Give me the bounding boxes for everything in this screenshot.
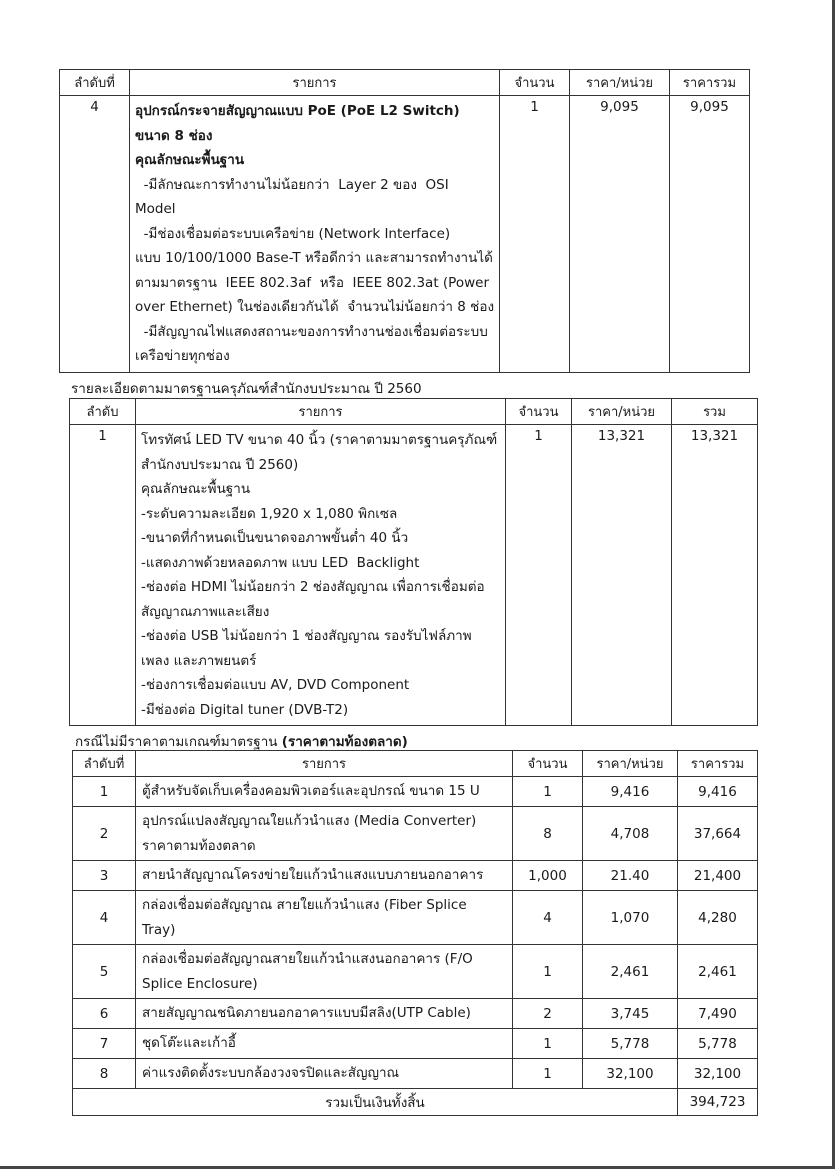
table-market-price [72,750,758,1116]
row-item: ค่าแรงติดตั้งระบบกล้องวงจรปิดและสัญญาณ [136,1059,513,1089]
row-total: 37,664 [678,807,758,861]
row-item: ชุดโต๊ะและเก้าอี้ [136,1029,513,1059]
table-header-row [70,399,758,425]
spec-line: เครือข่ายทุกช่อง [135,348,230,364]
row-unit-price: 21.40 [583,861,678,891]
row-item-line: Splice Enclosure) [142,975,258,992]
row-item [136,945,513,999]
row-unit-price: 2,461 [583,945,678,999]
table-tv [69,398,758,726]
item-title-cont: สำนักงบประมาณ ปี 2560) [141,456,299,473]
col-header-no: ลำดับ [70,399,136,425]
row-total: 7,490 [678,999,758,1029]
row-no: 1 [70,425,136,726]
row-item-line: ราคาตามท้องตลาด [142,837,256,854]
row-no: 5 [73,945,136,999]
spec-line: -ขนาดที่กำหนดเป็นขนาดจอภาพขั้นต่ำ 40 นิ้ว [141,530,409,546]
col-header-qty: จำนวน [500,70,570,96]
row-total: 9,416 [678,777,758,807]
grand-total-label: รวมเป็นเงินทั้งสิ้น [73,1089,678,1116]
row-qty: 1 [513,1029,583,1059]
col-header-no: ลำดับที่ [73,751,136,777]
standard-spec-caption: รายละเอียดตามมาตรฐานครุภัณฑ์สำนักงบประมาณ ปี 2560 [71,381,422,397]
spec-line: แบบ 10/100/1000 Base-T หรือดีกว่า และสามารถทำงานได้ [135,250,493,266]
row-total: 13,321 [672,425,758,726]
table-row [73,1029,758,1059]
col-header-total: ราคารวม [670,70,750,96]
row-no: 3 [73,861,136,891]
item-title: โทรทัศน์ LED TV ขนาด 40 นิ้ว (ราคาตามมาตรฐานครุภัณฑ์ [141,432,498,448]
row-unit-price: 13,321 [572,425,672,726]
table-header-row [73,751,758,777]
row-unit-price: 4,708 [583,807,678,861]
row-unit-price: 1,070 [583,891,678,945]
row-qty: 1 [513,1059,583,1089]
row-unit-price: 5,778 [583,1029,678,1059]
row-item-description [130,96,500,373]
market-price-caption [75,730,408,752]
spec-line: ตามมาตรฐาน IEEE 802.3af หรือ IEEE 802.3at (Power [135,274,489,291]
spec-line: -มีช่องเชื่อมต่อระบบเครือข่าย (Network Interface) [135,225,451,242]
row-qty: 8 [513,807,583,861]
row-total: 4,280 [678,891,758,945]
row-item-description [136,425,506,726]
market-price-caption-bold: (ราคาตามท้องตลาด) [281,734,408,750]
spec-line: -ระดับความละเอียด 1,920 x 1,080 พิกเซล [141,505,398,522]
spec-line: เพลง และภาพยนตร์ [141,652,257,669]
table-row [73,891,758,945]
row-no: 7 [73,1029,136,1059]
spec-line: over Ethernet) ในช่องเดียวกันได้ จำนวนไม่น้อยกว่า 8 ช่อง [135,299,495,315]
row-item [136,807,513,861]
row-qty: 1 [500,96,570,373]
row-unit-price: 9,416 [583,777,678,807]
col-header-item: รายการ [136,751,513,777]
row-total: 21,400 [678,861,758,891]
row-item: สายนำสัญญาณโครงข่ายใยแก้วนำแสงแบบภายนอกอาคาร [136,861,513,891]
col-header-qty: จำนวน [513,751,583,777]
grand-total-value: 394,723 [678,1089,758,1116]
row-no: 6 [73,999,136,1029]
table-row [60,96,750,373]
table-row [73,945,758,999]
row-item-line: กล่องเชื่อมต่อสัญญาณสายใยแก้วนำแสงนอกอาคาร (F/O [142,951,473,967]
spec-line: -มีลักษณะการทำงานไม่น้อยกว่า Layer 2 ของ OSI [135,176,449,193]
row-item-line: กล่องเชื่อมต่อสัญญาณ สายใยแก้วนำแสง (Fiber Splice [142,897,467,913]
row-item: สายสัญญาณชนิดภายนอกอาคารแบบมีสลิง(UTP Cable) [136,999,513,1029]
spec-line: Model [135,201,176,217]
row-unit-price: 9,095 [570,96,670,373]
row-no: 4 [60,96,130,373]
col-header-qty: จำนวน [506,399,572,425]
col-header-item: รายการ [136,399,506,425]
row-qty: 1 [513,945,583,999]
row-item: ตู้สำหรับจัดเก็บเครื่องคอมพิวเตอร์และอุปกรณ์ ขนาด 15 U [136,777,513,807]
row-no: 8 [73,1059,136,1089]
row-item-line: Tray) [142,921,176,938]
row-item [136,891,513,945]
spec-line: -มีสัญญาณไฟแสดงสถานะของการทำงานช่องเชื่อมต่อระบบ [135,323,488,340]
table-row [73,1059,758,1089]
spec-line: สัญญาณภาพและเสียง [141,603,270,620]
row-qty: 4 [513,891,583,945]
row-total: 9,095 [670,96,750,373]
spec-line: -ช่องต่อ USB ไม่น้อยกว่า 1 ช่องสัญญาณ รองรับไฟล์ภาพ [141,628,472,644]
row-unit-price: 32,100 [583,1059,678,1089]
row-qty: 1,000 [513,861,583,891]
col-header-unit-price: ราคา/หน่วย [583,751,678,777]
row-no: 1 [73,777,136,807]
col-header-no: ลำดับที่ [60,70,130,96]
spec-line: -ช่องการเชื่อมต่อแบบ AV, DVD Component [141,677,410,693]
item-size: ขนาด 8 ช่อง [135,127,213,144]
grand-total-row [73,1089,758,1116]
table-item-4 [59,69,750,373]
col-header-total: รวม [672,399,758,425]
spec-line: -มีช่องต่อ Digital tuner (DVB-T2) [141,701,349,718]
col-header-total: ราคารวม [678,751,758,777]
row-no: 2 [73,807,136,861]
row-item-line: อุปกรณ์แปลงสัญญาณใยแก้วนำแสง (Media Converter) [142,813,477,829]
market-price-caption-text: กรณีไม่มีราคาตามเกณฑ์มาตรฐาน [75,734,278,750]
col-header-item: รายการ [130,70,500,96]
row-total: 32,100 [678,1059,758,1089]
table-row [73,999,758,1029]
row-qty: 1 [506,425,572,726]
spec-heading: คุณลักษณะพื้นฐาน [141,481,251,497]
row-qty: 1 [513,777,583,807]
spec-line: -ช่องต่อ HDMI ไม่น้อยกว่า 2 ช่องสัญญาณ เพื่อการเชื่อมต่อ [141,579,485,595]
col-header-unit-price: ราคา/หน่วย [572,399,672,425]
col-header-unit-price: ราคา/หน่วย [570,70,670,96]
row-total: 5,778 [678,1029,758,1059]
table-row [73,777,758,807]
item-title: อุปกรณ์กระจายสัญญาณแบบ PoE (PoE L2 Switch) [135,103,460,119]
row-unit-price: 3,745 [583,999,678,1029]
row-total: 2,461 [678,945,758,999]
row-qty: 2 [513,999,583,1029]
spec-line: -แสดงภาพด้วยหลอดภาพ แบบ LED Backlight [141,554,420,571]
table-row [70,425,758,726]
table-row [73,807,758,861]
row-no: 4 [73,891,136,945]
table-row [73,861,758,891]
table-header-row [60,70,750,96]
spec-heading: คุณลักษณะพื้นฐาน [135,152,245,168]
